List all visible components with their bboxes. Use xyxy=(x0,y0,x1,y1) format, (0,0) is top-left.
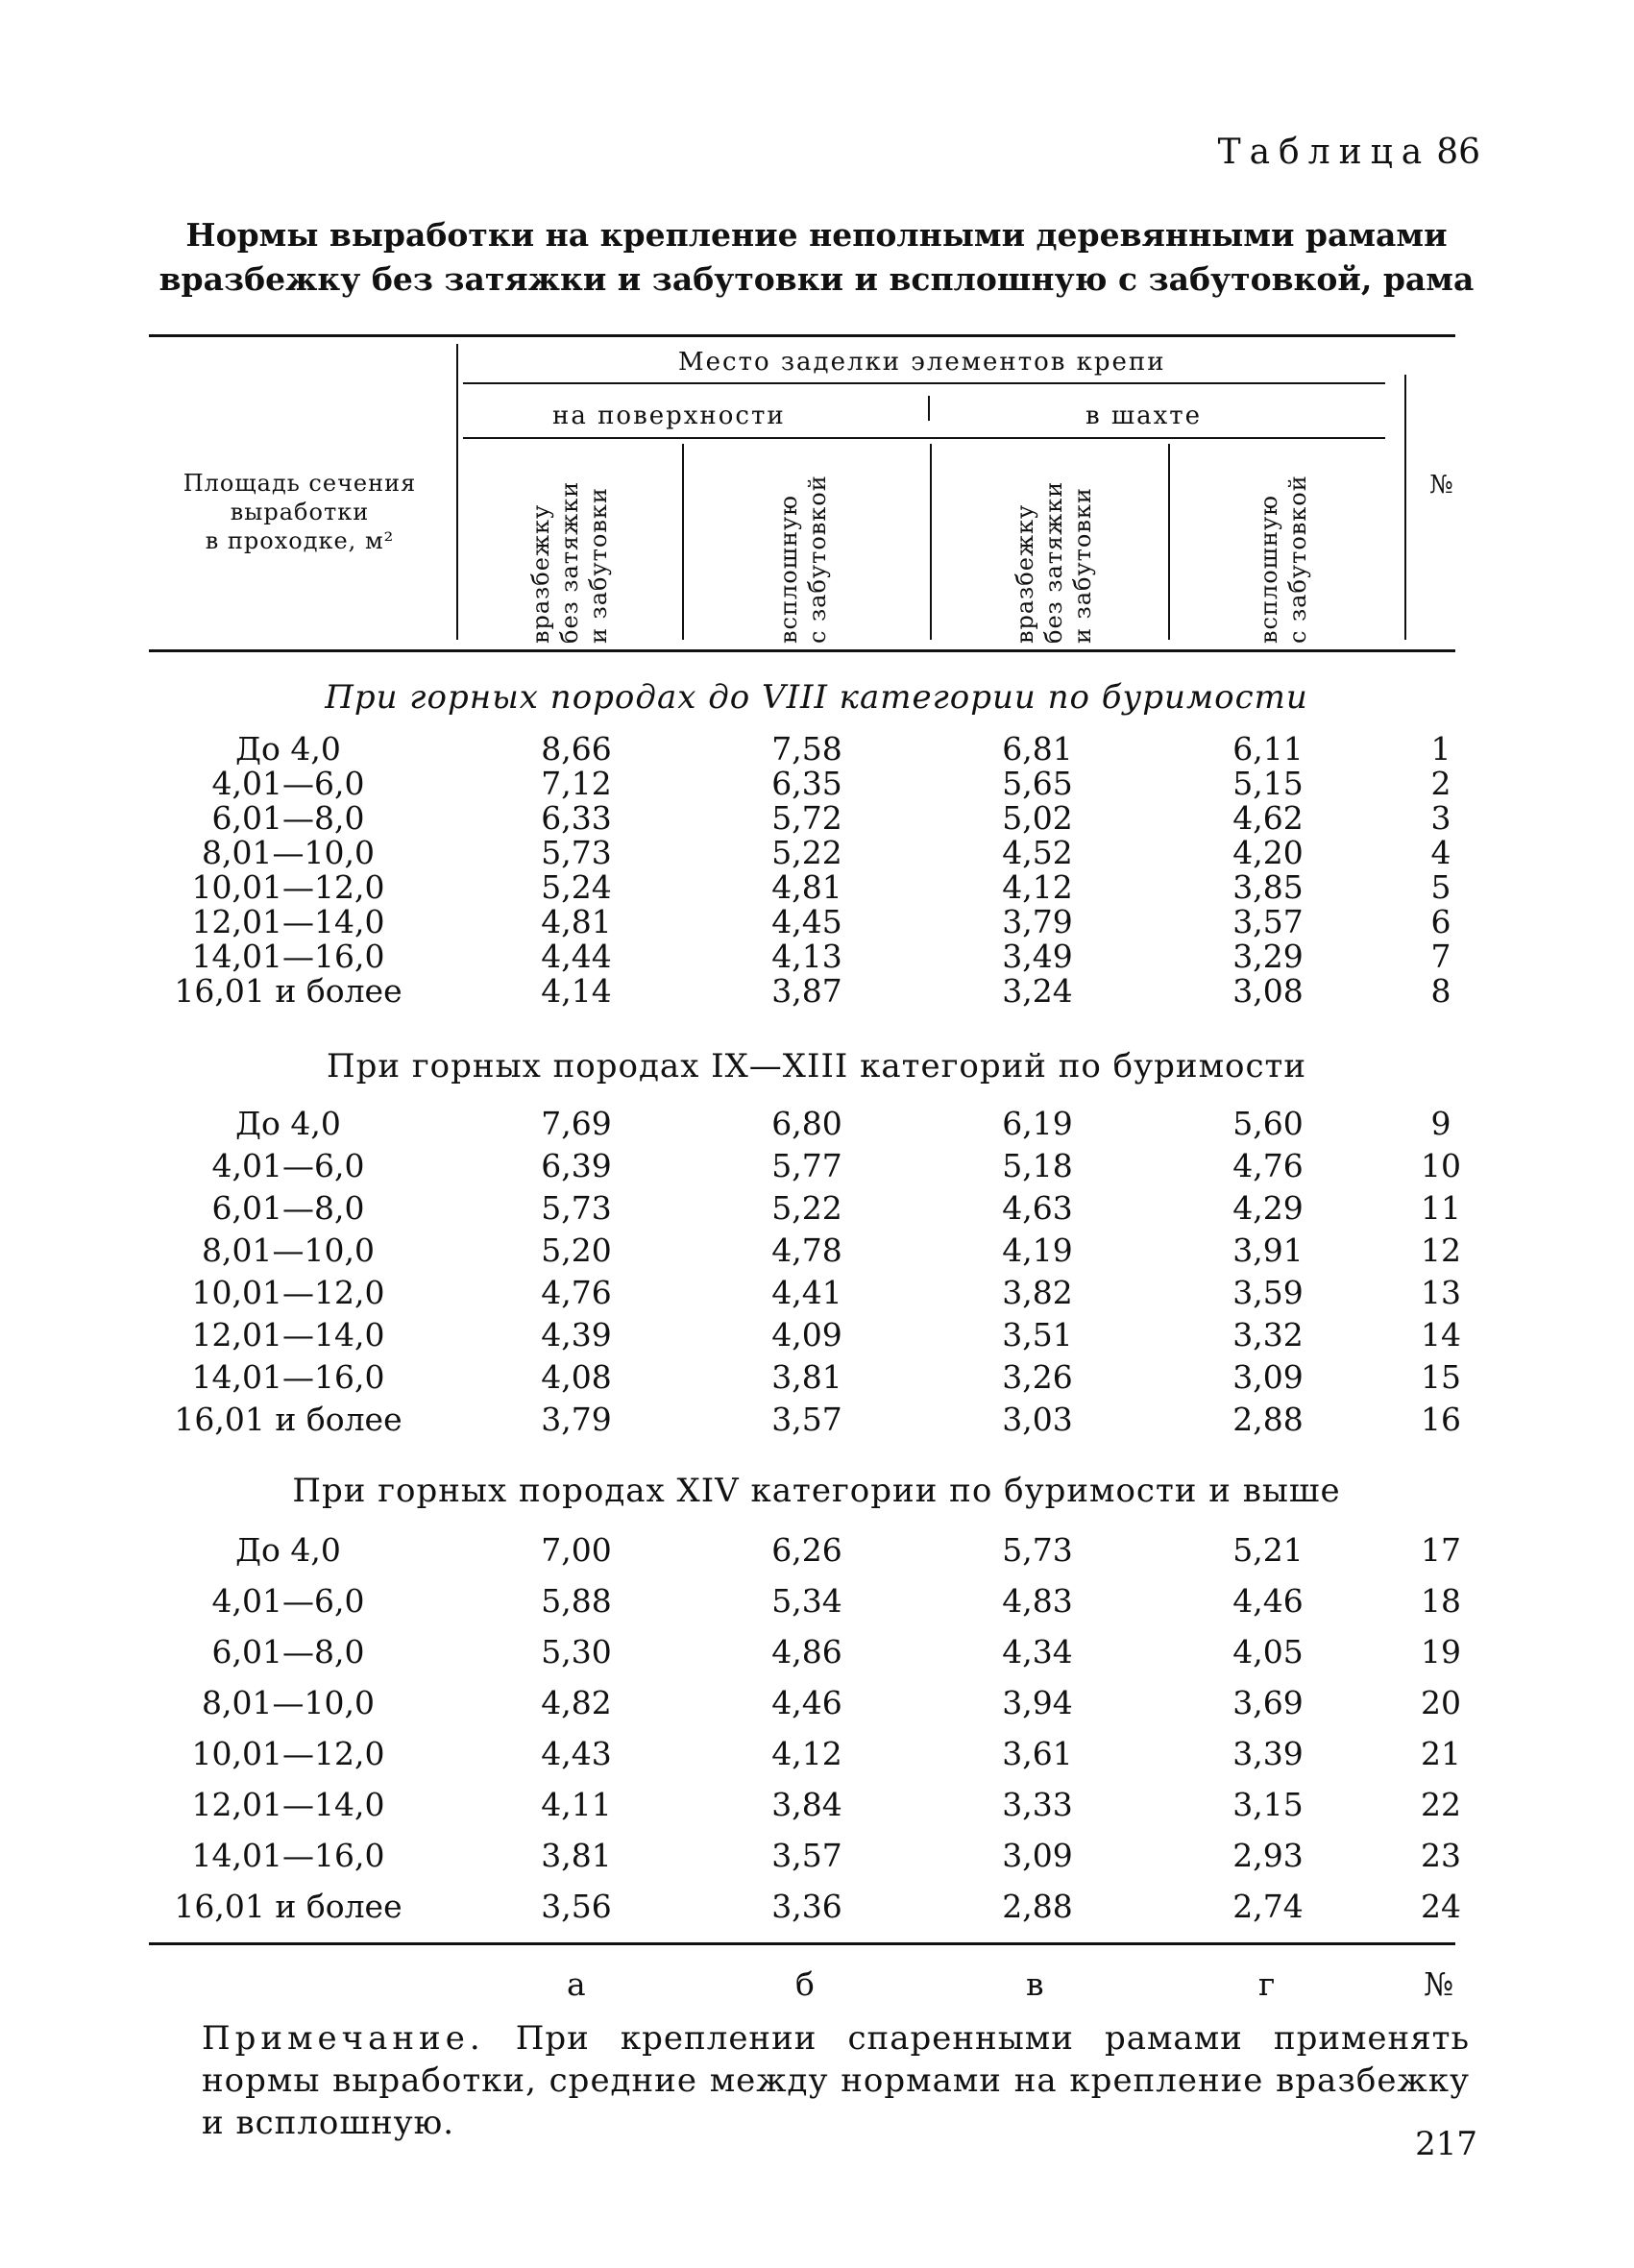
table-row xyxy=(0,1735,1634,1773)
table-row xyxy=(0,730,1634,768)
table-number: 86 xyxy=(1436,133,1480,172)
value-d-cell: 5,15 xyxy=(1232,765,1304,802)
col-a-header-line-3: и забутовки xyxy=(585,487,612,644)
area-cell: 16,01 и более xyxy=(174,972,402,1010)
row-number-cell: 16 xyxy=(1421,1401,1461,1438)
row-number-cell: 4 xyxy=(1430,834,1451,871)
section-1-title: При горных породах до VIII категории по буримости xyxy=(325,678,1308,717)
area-cell: До 4,0 xyxy=(235,730,341,768)
value-d-cell: 3,09 xyxy=(1232,1358,1304,1396)
table-row xyxy=(0,972,1634,1011)
col-d-header xyxy=(1255,475,1312,644)
area-cell: 10,01—12,0 xyxy=(191,1735,385,1772)
value-a-cell: 3,81 xyxy=(541,1837,612,1874)
row-number-cell: 22 xyxy=(1421,1786,1461,1823)
value-a-cell: 4,14 xyxy=(541,972,612,1010)
value-a-cell: 5,73 xyxy=(541,1189,612,1227)
value-c-cell: 2,88 xyxy=(1002,1888,1073,1925)
value-b-cell: 3,57 xyxy=(771,1401,842,1438)
value-c-cell: 5,65 xyxy=(1002,765,1073,802)
section-3-title: При горных породах XIV категории по буримости и выше xyxy=(292,1472,1341,1510)
value-a-cell: 3,56 xyxy=(541,1888,612,1925)
value-a-cell: 4,81 xyxy=(541,903,612,940)
area-cell: 10,01—12,0 xyxy=(191,1274,385,1311)
table-word: Таблица xyxy=(1217,133,1431,172)
col-c-header xyxy=(1011,481,1097,644)
row-number-cell: 7 xyxy=(1430,938,1451,975)
value-d-cell: 2,74 xyxy=(1232,1888,1304,1925)
area-cell: 8,01—10,0 xyxy=(202,834,375,871)
location-underline xyxy=(463,437,1385,439)
row-number-cell: 23 xyxy=(1421,1837,1461,1874)
area-header-line-3: в проходке, м² xyxy=(205,527,395,554)
row-number-cell: 2 xyxy=(1430,765,1451,802)
col-a-header-line-2: без затяжки xyxy=(556,480,583,644)
page-number: 217 xyxy=(1415,2125,1477,2163)
value-b-cell: 4,41 xyxy=(771,1274,842,1311)
table-row xyxy=(0,1232,1634,1270)
value-c-cell: 3,24 xyxy=(1002,972,1073,1010)
column-letter-c: в xyxy=(1026,1965,1044,2003)
area-cell: 14,01—16,0 xyxy=(191,1358,385,1396)
value-b-cell: 3,36 xyxy=(771,1888,842,1925)
value-b-cell: 5,72 xyxy=(771,799,842,837)
value-b-cell: 4,13 xyxy=(771,938,842,975)
col-d-header-line-1: всплошную xyxy=(1256,495,1282,644)
col-a-header-line-1: вразбежку xyxy=(527,503,554,644)
value-a-cell: 5,30 xyxy=(541,1633,612,1671)
table-row xyxy=(0,1401,1634,1439)
table-row xyxy=(0,1888,1634,1926)
area-cell: До 4,0 xyxy=(235,1531,341,1569)
header-divider-right xyxy=(1404,375,1406,640)
area-cell: 12,01—14,0 xyxy=(191,1316,385,1353)
column-letter-number: № xyxy=(1424,1965,1454,2003)
value-d-cell: 5,21 xyxy=(1232,1531,1304,1569)
header-divider-left xyxy=(456,344,458,640)
note-text: При креплении спаренными рамами применять нормы выработки, средние между нормами на крепление вразбежку и всплошную. xyxy=(202,2019,1470,2142)
value-d-cell: 3,15 xyxy=(1232,1786,1304,1823)
table-note xyxy=(202,2017,1470,2144)
row-number-cell: 3 xyxy=(1430,799,1451,837)
area-cell: 4,01—6,0 xyxy=(211,765,365,802)
row-number-cell: 5 xyxy=(1430,868,1451,906)
value-d-cell: 4,20 xyxy=(1232,834,1304,871)
table-row xyxy=(0,1582,1634,1621)
value-c-cell: 3,51 xyxy=(1002,1316,1073,1353)
area-cell: 16,01 и более xyxy=(174,1888,402,1925)
table-title-line-1: Нормы выработки на крепление неполными деревянными рамами xyxy=(185,216,1448,254)
value-d-cell: 6,11 xyxy=(1232,730,1304,768)
mine-header: в шахте xyxy=(1085,402,1203,430)
value-c-cell: 3,33 xyxy=(1002,1786,1073,1823)
value-a-cell: 5,88 xyxy=(541,1582,612,1620)
value-b-cell: 3,87 xyxy=(771,972,842,1010)
value-c-cell: 3,49 xyxy=(1002,938,1073,975)
value-a-cell: 4,43 xyxy=(541,1735,612,1772)
value-b-cell: 5,34 xyxy=(771,1582,842,1620)
value-d-cell: 3,39 xyxy=(1232,1735,1304,1772)
col-a-header xyxy=(526,481,613,644)
area-cell: 4,01—6,0 xyxy=(211,1147,365,1184)
table-row xyxy=(0,834,1634,872)
value-c-cell: 3,82 xyxy=(1002,1274,1073,1311)
value-a-cell: 5,20 xyxy=(541,1232,612,1269)
value-c-cell: 5,73 xyxy=(1002,1531,1073,1569)
value-d-cell: 4,05 xyxy=(1232,1633,1304,1671)
column-letter-b: б xyxy=(795,1965,815,2003)
value-c-cell: 4,19 xyxy=(1002,1232,1073,1269)
table-row xyxy=(0,1316,1634,1354)
value-a-cell: 8,66 xyxy=(541,730,612,768)
row-number-cell: 15 xyxy=(1421,1358,1461,1396)
value-a-cell: 3,79 xyxy=(541,1401,612,1438)
value-a-cell: 5,24 xyxy=(541,868,612,906)
table-bottom-rule xyxy=(149,1942,1455,1945)
row-number-cell: 21 xyxy=(1421,1735,1461,1772)
area-cell: 16,01 и более xyxy=(174,1401,402,1438)
value-a-cell: 5,73 xyxy=(541,834,612,871)
value-c-cell: 4,34 xyxy=(1002,1633,1073,1671)
value-d-cell: 3,32 xyxy=(1232,1316,1304,1353)
table-title-line-2: вразбежку без затяжки и забутовки и всплошную с забутовкой, рама xyxy=(159,260,1475,298)
row-number-cell: 8 xyxy=(1430,972,1451,1010)
value-c-cell: 6,81 xyxy=(1002,730,1073,768)
column-letter-d: г xyxy=(1258,1965,1276,2003)
value-a-cell: 4,39 xyxy=(541,1316,612,1353)
table-row xyxy=(0,1633,1634,1671)
value-c-cell: 3,03 xyxy=(1002,1401,1073,1438)
row-number-cell: 18 xyxy=(1421,1582,1461,1620)
value-a-cell: 4,44 xyxy=(541,938,612,975)
col-b-header-line-1: всплошную xyxy=(775,495,802,644)
value-a-cell: 7,12 xyxy=(541,765,612,802)
col-d-header-line-2: с забутовкой xyxy=(1284,475,1311,644)
table-row xyxy=(0,1837,1634,1875)
value-a-cell: 4,76 xyxy=(541,1274,612,1311)
value-d-cell: 3,91 xyxy=(1232,1232,1304,1269)
value-b-cell: 4,09 xyxy=(771,1316,842,1353)
value-b-cell: 4,12 xyxy=(771,1735,842,1772)
value-c-cell: 3,79 xyxy=(1002,903,1073,940)
row-number-cell: 9 xyxy=(1430,1105,1451,1142)
place-header-underline xyxy=(463,382,1385,384)
table-row xyxy=(0,1786,1634,1824)
value-b-cell: 5,22 xyxy=(771,834,842,871)
area-cell: 14,01—16,0 xyxy=(191,938,385,975)
area-cell: 12,01—14,0 xyxy=(191,1786,385,1823)
table-row xyxy=(0,1147,1634,1185)
value-c-cell: 6,19 xyxy=(1002,1105,1073,1142)
area-column-header xyxy=(156,469,444,555)
value-c-cell: 3,09 xyxy=(1002,1837,1073,1874)
row-number-cell: 14 xyxy=(1421,1316,1461,1353)
area-cell: 10,01—12,0 xyxy=(191,868,385,906)
col-b-header xyxy=(774,475,832,644)
area-cell: 6,01—8,0 xyxy=(211,799,365,837)
col-divider-2 xyxy=(930,444,932,640)
value-a-cell: 4,82 xyxy=(541,1684,612,1721)
value-d-cell: 4,29 xyxy=(1232,1189,1304,1227)
row-number-cell: 17 xyxy=(1421,1531,1461,1569)
value-c-cell: 4,83 xyxy=(1002,1582,1073,1620)
row-number-cell: 6 xyxy=(1430,903,1451,940)
value-b-cell: 3,57 xyxy=(771,1837,842,1874)
value-d-cell: 3,59 xyxy=(1232,1274,1304,1311)
number-column-header: № xyxy=(1429,471,1453,500)
table-row xyxy=(0,799,1634,838)
area-cell: 14,01—16,0 xyxy=(191,1837,385,1874)
area-cell: 6,01—8,0 xyxy=(211,1189,365,1227)
value-d-cell: 3,08 xyxy=(1232,972,1304,1010)
value-d-cell: 3,57 xyxy=(1232,903,1304,940)
value-a-cell: 6,33 xyxy=(541,799,612,837)
area-cell: 8,01—10,0 xyxy=(202,1232,375,1269)
area-header-line-1: Площадь сечения xyxy=(183,470,417,497)
value-c-cell: 4,63 xyxy=(1002,1189,1073,1227)
value-b-cell: 5,77 xyxy=(771,1147,842,1184)
table-row xyxy=(0,1105,1634,1143)
value-c-cell: 4,52 xyxy=(1002,834,1073,871)
table-title xyxy=(144,213,1489,302)
value-d-cell: 2,93 xyxy=(1232,1837,1304,1874)
value-c-cell: 5,18 xyxy=(1002,1147,1073,1184)
value-a-cell: 4,11 xyxy=(541,1786,612,1823)
table-row xyxy=(0,1531,1634,1570)
col-divider-3 xyxy=(1168,444,1170,640)
table-row xyxy=(0,1189,1634,1228)
table-row xyxy=(0,1274,1634,1312)
value-c-cell: 3,94 xyxy=(1002,1684,1073,1721)
row-number-cell: 12 xyxy=(1421,1232,1461,1269)
value-c-cell: 4,12 xyxy=(1002,868,1073,906)
value-c-cell: 5,02 xyxy=(1002,799,1073,837)
value-d-cell: 4,62 xyxy=(1232,799,1304,837)
area-header-line-2: выработки xyxy=(230,499,370,525)
surface-header: на поверхности xyxy=(552,402,786,430)
table-label xyxy=(1218,133,1480,172)
value-d-cell: 3,69 xyxy=(1232,1684,1304,1721)
col-c-header-line-2: без затяжки xyxy=(1040,480,1067,644)
value-b-cell: 4,78 xyxy=(771,1232,842,1269)
value-b-cell: 6,80 xyxy=(771,1105,842,1142)
value-c-cell: 3,61 xyxy=(1002,1735,1073,1772)
note-label: Примечание. xyxy=(202,2019,485,2058)
col-c-header-line-1: вразбежку xyxy=(1012,503,1038,644)
col-divider-1 xyxy=(682,444,684,640)
value-d-cell: 5,60 xyxy=(1232,1105,1304,1142)
value-a-cell: 7,00 xyxy=(541,1531,612,1569)
area-cell: 8,01—10,0 xyxy=(202,1684,375,1721)
table-top-rule xyxy=(149,334,1455,337)
value-d-cell: 3,29 xyxy=(1232,938,1304,975)
section-2-title: При горных породах IX—XIII категорий по буримости xyxy=(326,1047,1307,1085)
value-a-cell: 4,08 xyxy=(541,1358,612,1396)
column-letter-a: а xyxy=(567,1965,586,2003)
row-number-cell: 13 xyxy=(1421,1274,1461,1311)
value-c-cell: 3,26 xyxy=(1002,1358,1073,1396)
area-cell: 6,01—8,0 xyxy=(211,1633,365,1671)
table-header-bottom-rule xyxy=(149,649,1455,652)
value-d-cell: 4,76 xyxy=(1232,1147,1304,1184)
value-b-cell: 4,86 xyxy=(771,1633,842,1671)
table-row xyxy=(0,938,1634,976)
row-number-cell: 1 xyxy=(1430,730,1451,768)
value-b-cell: 3,84 xyxy=(771,1786,842,1823)
value-a-cell: 7,69 xyxy=(541,1105,612,1142)
row-number-cell: 20 xyxy=(1421,1684,1461,1721)
area-cell: 12,01—14,0 xyxy=(191,903,385,940)
value-b-cell: 4,46 xyxy=(771,1684,842,1721)
value-b-cell: 6,26 xyxy=(771,1531,842,1569)
col-b-header-line-2: с забутовкой xyxy=(804,475,831,644)
table-row xyxy=(0,1684,1634,1722)
row-number-cell: 10 xyxy=(1421,1147,1461,1184)
location-divider-tick xyxy=(928,396,930,421)
value-b-cell: 5,22 xyxy=(771,1189,842,1227)
table-row xyxy=(0,868,1634,907)
place-header: Место заделки элементов крепи xyxy=(678,348,1166,377)
value-b-cell: 4,45 xyxy=(771,903,842,940)
value-b-cell: 3,81 xyxy=(771,1358,842,1396)
table-row xyxy=(0,1358,1634,1397)
col-c-header-line-3: и забутовки xyxy=(1069,487,1096,644)
value-b-cell: 4,81 xyxy=(771,868,842,906)
table-row xyxy=(0,765,1634,803)
value-d-cell: 4,46 xyxy=(1232,1582,1304,1620)
value-a-cell: 6,39 xyxy=(541,1147,612,1184)
value-b-cell: 7,58 xyxy=(771,730,842,768)
row-number-cell: 24 xyxy=(1421,1888,1461,1925)
area-cell: До 4,0 xyxy=(235,1105,341,1142)
row-number-cell: 19 xyxy=(1421,1633,1461,1671)
value-d-cell: 3,85 xyxy=(1232,868,1304,906)
table-row xyxy=(0,903,1634,941)
row-number-cell: 11 xyxy=(1421,1189,1461,1227)
value-d-cell: 2,88 xyxy=(1232,1401,1304,1438)
value-b-cell: 6,35 xyxy=(771,765,842,802)
area-cell: 4,01—6,0 xyxy=(211,1582,365,1620)
